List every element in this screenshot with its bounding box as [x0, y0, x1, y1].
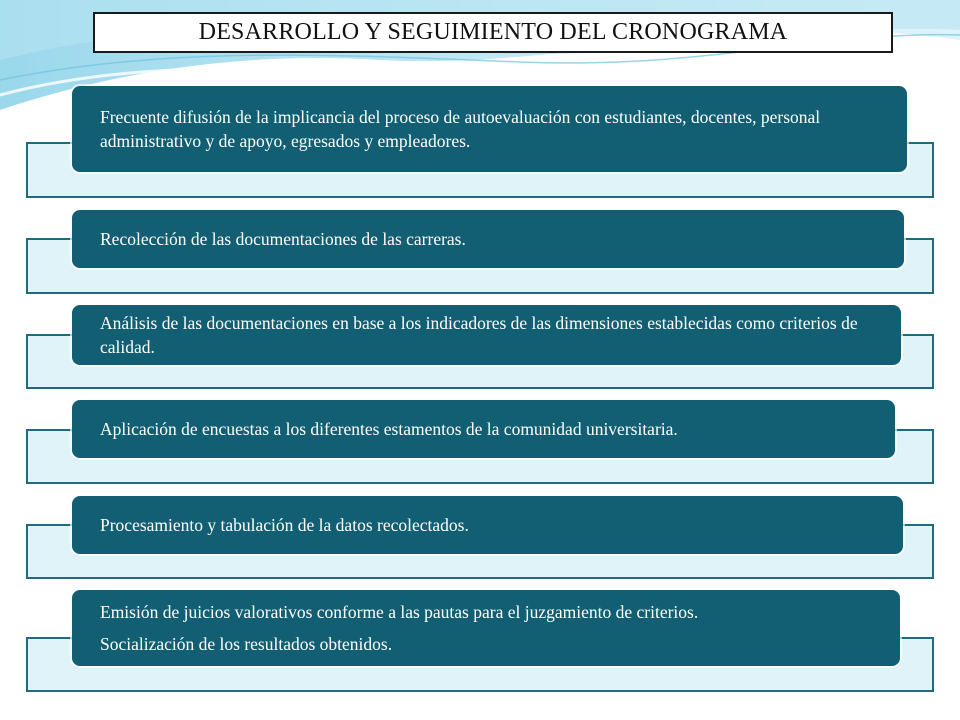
step-text: Socialización de los resultados obtenidos.	[100, 634, 393, 654]
step-card-4	[72, 400, 895, 458]
step-text: Emisión de juicios valorativos conforme a las pautas para el juzgamiento de criterios.	[100, 602, 699, 622]
step-text: Procesamiento y tabulación de la datos recolectados.	[100, 515, 469, 535]
step-card-2	[72, 210, 904, 268]
step-card-6	[72, 590, 900, 666]
step-text: Análisis de las documentaciones en base a los indicadores de las dimensiones establecidas como criterios de calidad.	[100, 313, 858, 357]
step-text: Frecuente difusión de la implicancia del proceso de autoevaluación con estudiantes, docentes, personal administrativo y de apoyo, egresados y empleadores.	[100, 107, 821, 151]
slide-title: DESARROLLO Y SEGUIMIENTO DEL CRONOGRAMA	[93, 12, 893, 53]
step-card-1	[72, 86, 907, 172]
step-text: Recolección de las documentaciones de las carreras.	[100, 229, 466, 249]
step-card-3	[72, 305, 901, 365]
step-text: Aplicación de encuestas a los diferentes estamentos de la comunidad universitaria.	[100, 419, 678, 439]
step-card-5	[72, 496, 903, 554]
